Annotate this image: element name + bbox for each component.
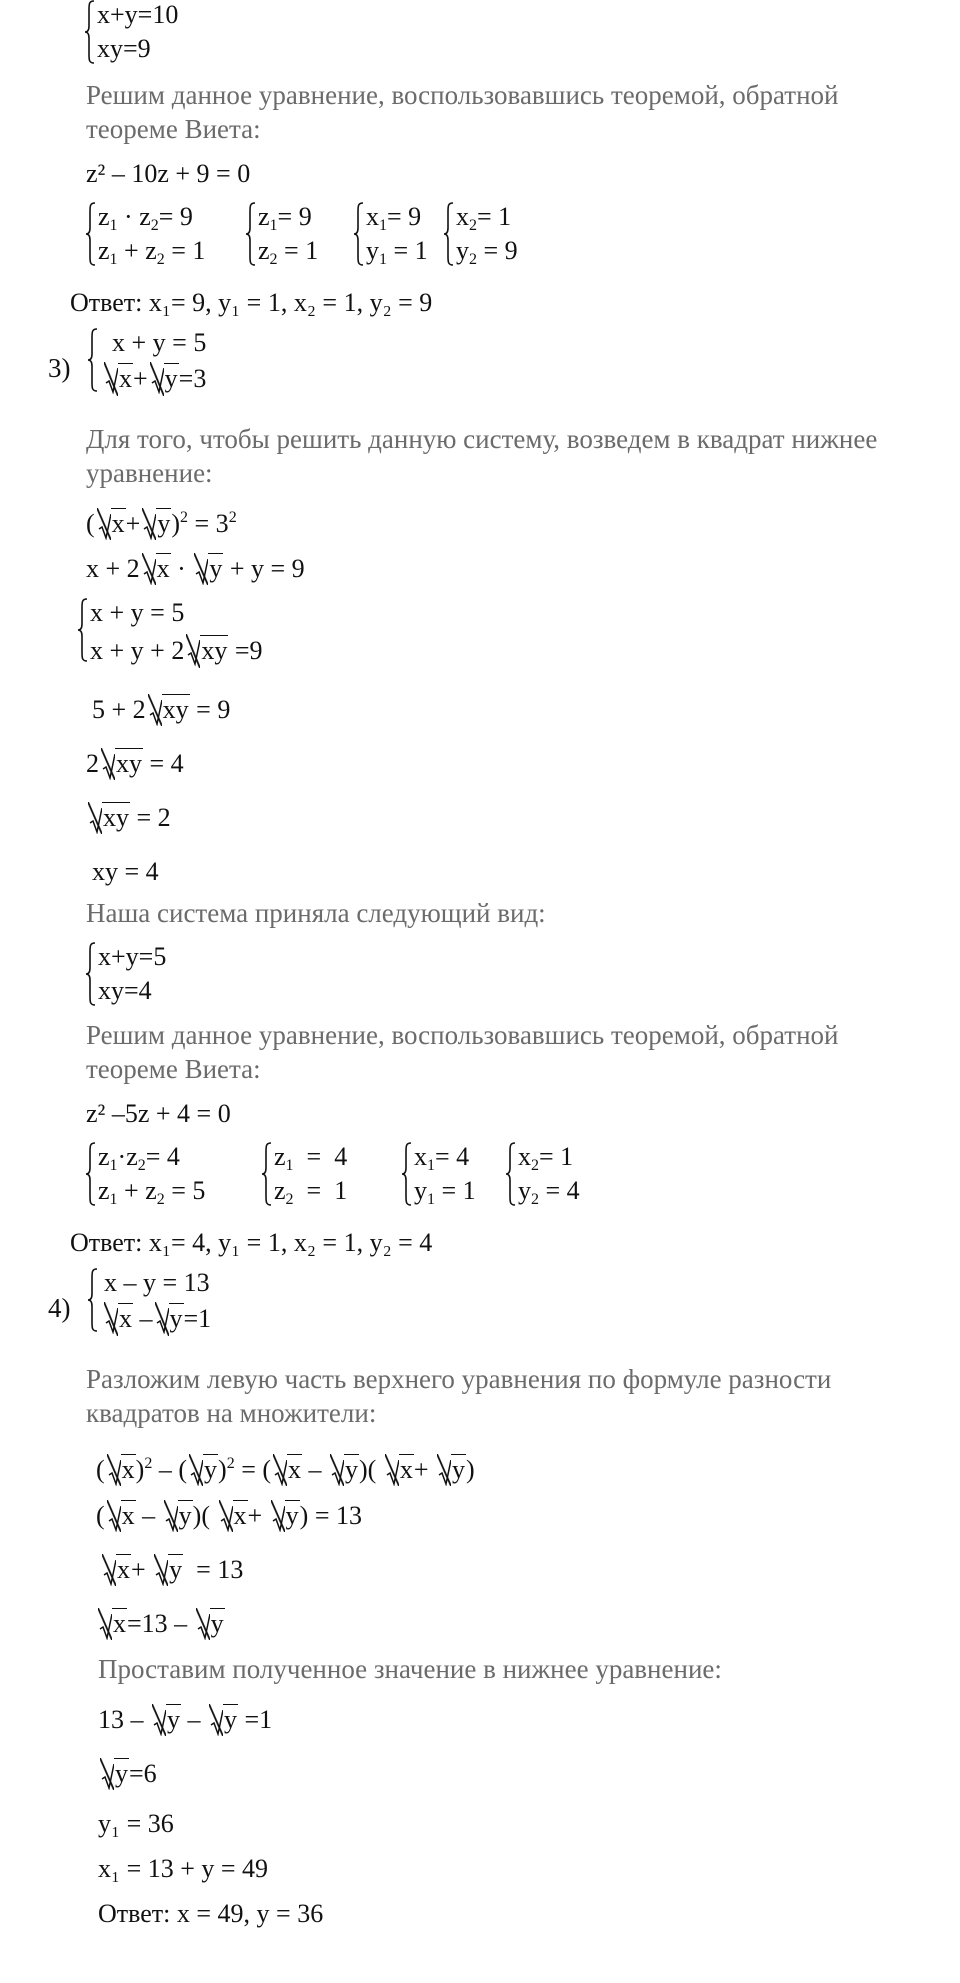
paragraph: Решим данное уравнение, воспользовавшись теоремой, обратной: [86, 1020, 839, 1050]
brace-icon: [85, 0, 95, 64]
equation: $x_2= 1$: [518, 1142, 574, 1174]
paragraph: теореме Виета:: [86, 114, 261, 144]
paragraph: Для того, чтобы решить данную систему, возведем в квадрат нижнее: [86, 424, 878, 454]
equation: $z_1 = 4$: [274, 1142, 348, 1174]
system-roots-z: [246, 200, 346, 268]
brace-icon: [88, 1268, 98, 1332]
system-vieta: [86, 1140, 236, 1208]
equation: x – y = 13: [104, 1268, 210, 1297]
equation: x+ y=3: [102, 362, 206, 396]
brace-icon: [354, 202, 364, 266]
system-root-2: [506, 1140, 606, 1208]
equation: 5 + 2 xy = 9: [92, 695, 231, 724]
equation: $y_2 = 9$: [456, 236, 518, 268]
equation: xy=9: [97, 34, 151, 63]
brace-icon: [402, 1142, 412, 1206]
equation: 2 xy = 4: [86, 749, 184, 778]
answer: Ответ: x₁= 9, y₁ = 1, x₂ = 1, y₂ = 9: [70, 288, 433, 317]
system-xy10: [85, 0, 285, 66]
equation: $y_2 = 4$: [518, 1176, 580, 1208]
equation: $x_1= 4$: [414, 1142, 470, 1174]
equation: $z_1 + z_2 = 1$: [98, 236, 206, 268]
equation: x + y = 5: [112, 328, 207, 357]
equation: x=13 – y: [96, 1608, 225, 1640]
brace-icon: [262, 1142, 272, 1206]
paragraph: Проставим полученное значение в нижнее уравнение:: [98, 1654, 722, 1684]
equation: $z_2 = 1$: [258, 236, 319, 268]
paragraph: Разложим левую часть верхнего уравнения по формуле разности: [86, 1364, 832, 1394]
equation: x₁ = 13 + y = 49: [98, 1854, 269, 1883]
system-root-1: [354, 200, 454, 268]
equation: x+y=10: [97, 0, 179, 29]
equation: xy = 4: [92, 857, 159, 886]
equation: x+ y = 13: [100, 1554, 243, 1586]
equation: x + y + 2 xy =9: [90, 634, 263, 668]
equation: ( x)$^2$ – ( y)$^2$ = ( x – y)( x+ y): [96, 1455, 475, 1484]
system-roots-z: [262, 1140, 382, 1208]
brace-icon: [444, 202, 454, 266]
paragraph: Наша система приняла следующий вид:: [86, 898, 546, 928]
equation: x + y = 5: [90, 598, 185, 627]
equation: x – y=1: [102, 1302, 211, 1336]
answer: Ответ: x₁= 4, y₁ = 1, x₂ = 1, y₂ = 4: [70, 1228, 433, 1257]
equation: ( x+ $y)^2 = 3^2$: [86, 509, 237, 538]
problem-number: 3): [48, 353, 71, 383]
brace-icon: [86, 1142, 96, 1206]
equation: y=6: [98, 1758, 157, 1790]
equation: $z_2 = 1$: [274, 1176, 348, 1208]
equation: $y_1 = 1$: [414, 1176, 476, 1208]
equation: xy=4: [98, 976, 152, 1005]
paragraph: уравнение:: [86, 458, 213, 488]
brace-icon: [88, 328, 98, 392]
equation: $z_1\cdot z_2= 4$: [98, 1142, 180, 1174]
equation: z² – 10z + 9 = 0: [86, 159, 251, 188]
problem-number: 4): [48, 1293, 71, 1323]
paragraph: Решим данное уравнение, воспользовавшись теоремой, обратной: [86, 80, 839, 110]
system-problem-3: [88, 326, 288, 398]
equation: $z_1 \cdot z_2= 9$: [98, 202, 193, 234]
brace-icon: [78, 598, 88, 662]
equation: x+y=5: [98, 942, 167, 971]
equation: $x_1= 9$: [366, 202, 422, 234]
brace-icon: [86, 942, 96, 1006]
system-xy5: [86, 940, 206, 1008]
equation: $z_1= 9$: [258, 202, 312, 234]
equation: $y_1 = 1$: [366, 236, 428, 268]
equation: $x_2= 1$: [456, 202, 512, 234]
system-squared: [78, 596, 318, 668]
equation: $z_1 + z_2 = 5$: [98, 1176, 206, 1208]
equation: xy = 2: [86, 802, 171, 834]
paragraph: квадратов на множители:: [86, 1398, 377, 1428]
system-problem-4: [88, 1266, 288, 1338]
equation: ( x – y)( x+ y) = 13: [96, 1501, 362, 1530]
equation: x + 2 x · y + y = 9: [86, 554, 305, 583]
equation: z² –5z + 4 = 0: [86, 1099, 231, 1128]
brace-icon: [506, 1142, 516, 1206]
brace-icon: [246, 202, 256, 266]
brace-icon: [86, 202, 96, 266]
system-root-2: [444, 200, 544, 268]
equation: y₁ = 36: [98, 1809, 174, 1838]
system-root-1: [402, 1140, 502, 1208]
system-vieta: [86, 200, 236, 268]
equation: 13 – y – y =1: [98, 1705, 273, 1734]
answer: Ответ: x = 49, y = 36: [98, 1899, 324, 1928]
paragraph: теореме Виета:: [86, 1054, 261, 1084]
